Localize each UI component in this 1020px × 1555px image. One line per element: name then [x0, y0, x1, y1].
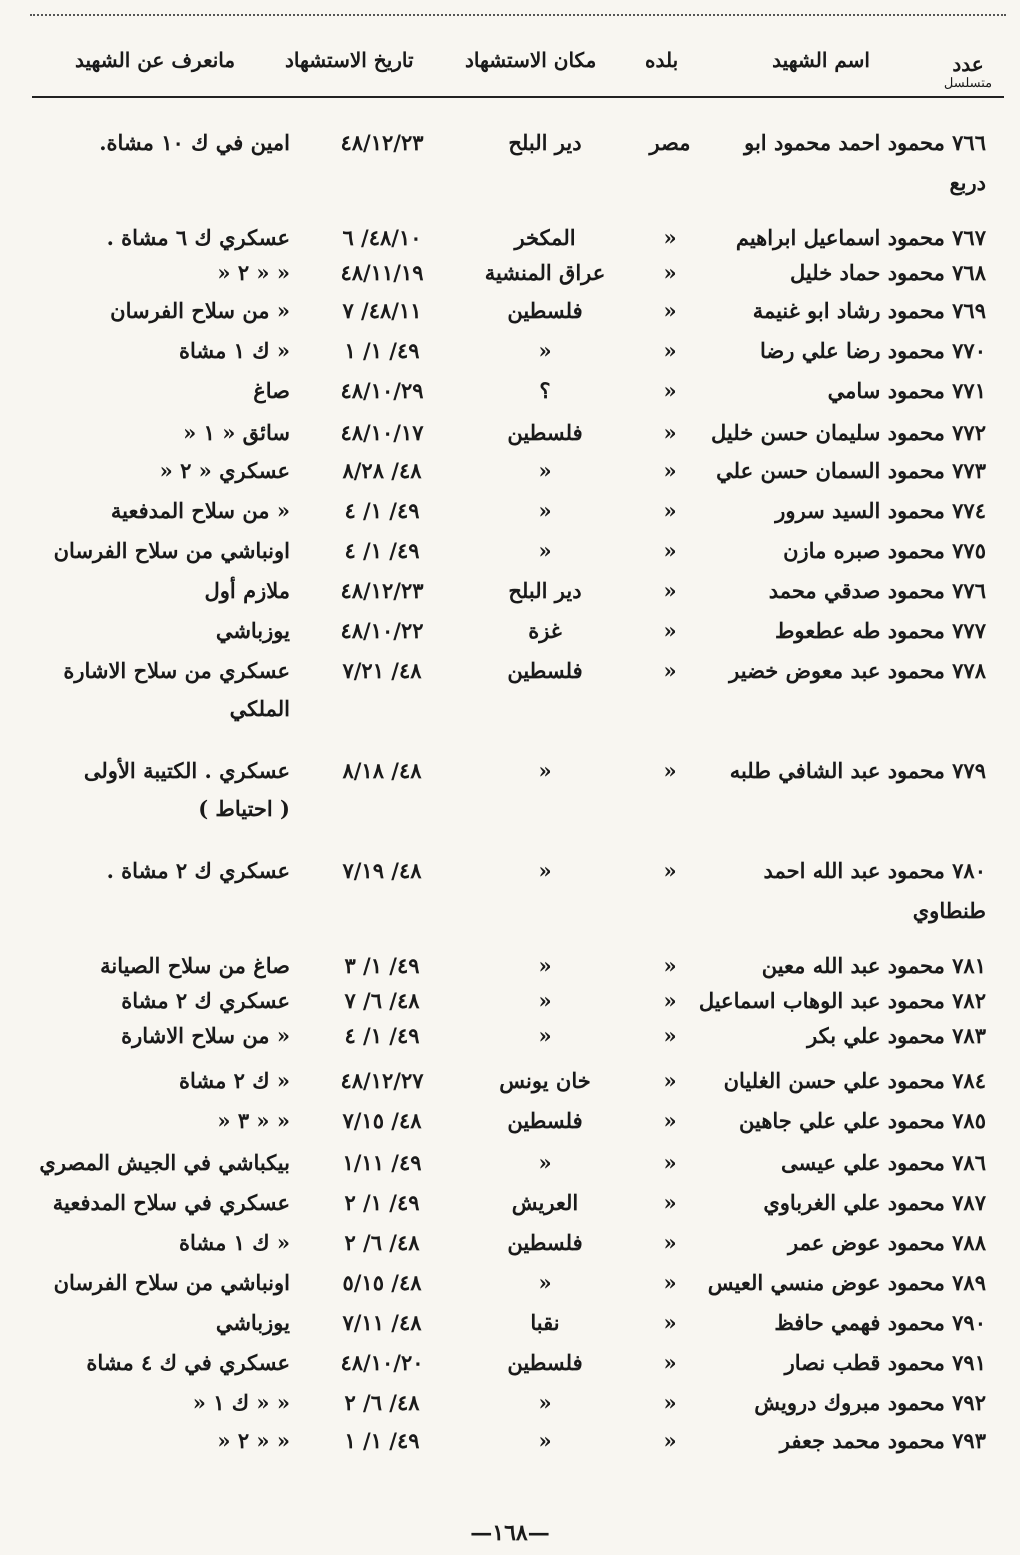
martyr-nationality: «	[663, 1150, 677, 1175]
martyr-date: ٤٨/ ٧/١٩	[342, 858, 422, 883]
martyr-name: ٧٧٨ محمود عبد معوض خضير	[729, 658, 986, 683]
martyr-name: ٧٨٨ محمود عوض عمر	[788, 1230, 986, 1255]
martyr-date: ٤٨/ ٦/ ٢	[344, 1230, 420, 1255]
martyr-date: ٤٨/ ٧/٢١	[342, 658, 422, 683]
martyr-note: عسكري في ك ٤ مشاة	[86, 1350, 290, 1375]
martyr-note-continued: الملكي	[229, 696, 290, 721]
martyr-name-continued: دربع	[949, 170, 986, 195]
martyr-nationality: «	[663, 1310, 677, 1335]
martyr-date: ٤٩/ ١/ ١	[344, 338, 420, 363]
martyr-nationality: «	[663, 498, 677, 523]
martyr-name: ٧٦٨ محمود حماد خليل	[790, 260, 986, 285]
martyr-place: دير البلح	[508, 130, 582, 155]
martyr-nationality: «	[663, 953, 677, 978]
martyr-note: عسكري . الكتيبة الأولى	[83, 758, 290, 783]
martyr-name: ٧٦٧ محمود اسماعيل ابراهيم	[735, 225, 986, 250]
martyr-date: ٤٨/ ٥/١٥	[342, 1270, 422, 1295]
martyr-nationality: «	[663, 1350, 677, 1375]
martyr-note: « ك ١ مشاة	[178, 338, 290, 363]
martyr-nationality: «	[663, 1068, 677, 1093]
martyr-nationality: «	[663, 538, 677, 563]
martyr-place: «	[538, 758, 552, 783]
martyr-nationality: مصر	[649, 130, 691, 155]
martyr-nationality: «	[663, 1428, 677, 1453]
martyr-date: ٤٩/ ١/١١	[342, 1150, 422, 1175]
martyr-date: ٤٨/ ٦/ ٢	[344, 1390, 420, 1415]
martyr-place: «	[538, 1390, 552, 1415]
martyr-nationality: «	[663, 1108, 677, 1133]
martyr-nationality: «	[663, 578, 677, 603]
martyr-name: ٧٧٢ محمود سليمان حسن خليل	[711, 420, 986, 445]
martyr-place: «	[538, 338, 552, 363]
martyr-note: اونباشي من سلاح الفرسان	[53, 538, 290, 563]
martyr-note: عسكري ك ٦ مشاة .	[106, 225, 290, 250]
martyr-place: المكخر	[514, 225, 576, 250]
martyr-date: ٤٩/ ١/ ٣	[344, 953, 420, 978]
martyr-place: العريش	[511, 1190, 579, 1215]
martyr-place: فلسطين	[507, 658, 583, 683]
header-number-label: عدد	[952, 52, 984, 76]
martyr-name-continued: طنطاوي	[912, 898, 986, 923]
martyr-nationality: «	[663, 225, 677, 250]
martyr-name: ٧٧٤ محمود السيد سرور	[775, 498, 986, 523]
martyr-note: اونباشي من سلاح الفرسان	[53, 1270, 290, 1295]
martyr-date: ٤٨/ ٨/١٨	[342, 758, 422, 783]
martyr-place: «	[538, 953, 552, 978]
martyr-name: ٧٦٦ محمود احمد محمود ابو	[744, 130, 986, 155]
martyr-date: ٤٩/ ١/ ٤	[344, 1023, 420, 1048]
martyr-note: عسكري في سلاح المدفعية	[52, 1190, 290, 1215]
martyr-name: ٧٨٣ محمود علي بكر	[807, 1023, 986, 1048]
martyr-place: فلسطين	[507, 1108, 583, 1133]
martyr-nationality: «	[663, 658, 677, 683]
martyr-date: ٤٨/١٠/ ٦	[342, 225, 422, 250]
martyr-name: ٧٨٧ محمود علي الغرباوي	[763, 1190, 986, 1215]
martyr-note: صاغ من سلاح الصيانة	[100, 953, 290, 978]
martyr-place: «	[538, 1270, 552, 1295]
martyr-nationality: «	[663, 758, 677, 783]
martyr-nationality: «	[663, 858, 677, 883]
martyr-note: سائق « ١ «	[183, 420, 290, 445]
martyr-date: ٤٩/ ١/ ٤	[344, 498, 420, 523]
martyr-date: ٤٨/١٠/٢٠	[340, 1350, 424, 1375]
martyr-date: ٤٨/١٠/٢٢	[340, 618, 424, 643]
martyr-place: «	[538, 538, 552, 563]
martyr-date: ٤٨/ ٧/١١	[342, 1310, 422, 1335]
martyr-name: ٧٨٥ محمود علي علي جاهين	[739, 1108, 986, 1133]
martyr-place: فلسطين	[507, 1350, 583, 1375]
martyr-note: عسكري « ٢ «	[159, 458, 290, 483]
martyr-note-continued: ( احتياط )	[198, 796, 290, 821]
header-name: اسم الشهيد	[772, 48, 870, 72]
martyr-date: ٤٨/١٢/٢٣	[340, 578, 424, 603]
martyr-nationality: «	[663, 298, 677, 323]
martyr-name: ٧٧١ محمود سامي	[827, 378, 986, 403]
martyr-date: ٤٩/ ١/ ٤	[344, 538, 420, 563]
top-dotted-rule	[30, 14, 1006, 16]
martyr-name: ٧٨٢ محمود عبد الوهاب اسماعيل	[698, 988, 986, 1013]
martyr-name: ٧٧٩ محمود عبد الشافي طلبه	[729, 758, 986, 783]
martyr-nationality: «	[663, 458, 677, 483]
martyr-nationality: «	[663, 618, 677, 643]
martyr-note: عسكري ك ٢ مشاة	[121, 988, 290, 1013]
martyr-place: «	[538, 1150, 552, 1175]
martyr-place: ؟	[539, 378, 551, 403]
martyr-place: «	[538, 1428, 552, 1453]
martyr-name: ٧٨٠ محمود عبد الله احمد	[763, 858, 986, 883]
martyr-name: ٧٦٩ محمود رشاد ابو غنيمة	[752, 298, 986, 323]
martyr-nationality: «	[663, 1230, 677, 1255]
martyr-name: ٧٩٣ محمود محمد جعفر	[779, 1428, 986, 1453]
martyr-note: يوزباشي	[215, 1310, 290, 1335]
martyr-name: ٧٨٩ محمود عوض منسي العيس	[707, 1270, 986, 1295]
martyr-name: ٧٨٦ محمود علي عيسى	[780, 1150, 986, 1175]
martyr-place: خان يونس	[499, 1068, 591, 1093]
martyr-nationality: «	[663, 420, 677, 445]
martyr-place: غزة	[528, 618, 562, 643]
martyr-note: عسكري ك ٢ مشاة .	[106, 858, 290, 883]
martyr-note: « « ٣ «	[217, 1108, 290, 1133]
martyr-place: دير البلح	[508, 578, 582, 603]
header-place: مكان الاستشهاد	[465, 48, 597, 72]
martyr-note: يوزباشي	[215, 618, 290, 643]
martyr-note: « من سلاح الاشارة	[121, 1023, 290, 1048]
martyr-place: فلسطين	[507, 298, 583, 323]
martyr-note: « من سلاح المدفعية	[110, 498, 290, 523]
martyr-nationality: «	[663, 1190, 677, 1215]
martyr-date: ٤٨/١٢/٢٧	[340, 1068, 424, 1093]
header-rule	[32, 96, 1004, 98]
header-notes: مانعرف عن الشهيد	[75, 48, 236, 72]
header-date: تاريخ الاستشهاد	[285, 48, 414, 72]
martyr-nationality: «	[663, 988, 677, 1013]
page-number: —١٦٨—	[470, 1520, 550, 1546]
martyr-name: ٧٩٢ محمود مبروك درويش	[754, 1390, 986, 1415]
martyr-date: ٤٩/ ١/ ٢	[344, 1190, 420, 1215]
martyr-place: فلسطين	[507, 420, 583, 445]
martyr-name: ٧٧٠ محمود رضا علي رضا	[760, 338, 986, 363]
martyr-date: ٤٩/ ١/ ١	[344, 1428, 420, 1453]
martyr-date: ٤٨/ ٨/٢٨	[342, 458, 422, 483]
martyr-note: صاغ	[253, 378, 290, 403]
martyr-name: ٧٧٦ محمود صدقي محمد	[768, 578, 986, 603]
martyr-date: ٤٨/١٢/٢٣	[340, 130, 424, 155]
martyr-note: امين في ك ١٠ مشاة.	[99, 130, 290, 155]
martyr-date: ٤٨/ ٦/ ٧	[344, 988, 420, 1013]
martyr-nationality: «	[663, 260, 677, 285]
martyr-date: ٤٨/١٠/١٧	[340, 420, 424, 445]
martyr-note: « « ٢ «	[217, 1428, 290, 1453]
martyr-place: «	[538, 988, 552, 1013]
martyr-name: ٧٨١ محمود عبد الله معين	[761, 953, 986, 978]
martyr-place: نقبا	[530, 1310, 560, 1335]
martyr-name: ٧٨٤ محمود علي حسن الغليان	[723, 1068, 986, 1093]
martyr-note: بيكباشي في الجيش المصري	[39, 1150, 290, 1175]
martyr-name: ٧٧٣ محمود السمان حسن علي	[716, 458, 986, 483]
header-nationality: بلده	[645, 48, 679, 72]
martyr-nationality: «	[663, 1023, 677, 1048]
martyr-date: ٤٨/١١/١٩	[340, 260, 424, 285]
martyr-place: عراق المنشية	[484, 260, 606, 285]
martyr-name: ٧٩١ محمود قطب نصار	[784, 1350, 986, 1375]
header-number	[938, 52, 998, 91]
martyr-name: ٧٩٠ محمود فهمي حافظ	[774, 1310, 986, 1335]
martyr-note: « ك ١ مشاة	[178, 1230, 290, 1255]
martyr-note: « ك ٢ مشاة	[178, 1068, 290, 1093]
header-number-sublabel: متسلسل	[943, 76, 993, 91]
martyr-place: «	[538, 858, 552, 883]
martyr-date: ٤٨/ ٧/١٥	[342, 1108, 422, 1133]
martyr-name: ٧٧٥ محمود صبره مازن	[783, 538, 986, 563]
martyr-place: «	[538, 458, 552, 483]
martyr-name: ٧٧٧ محمود طه عطعوط	[774, 618, 986, 643]
martyr-place: «	[538, 498, 552, 523]
martyr-date: ٤٨/١٠/٢٩	[340, 378, 424, 403]
martyr-nationality: «	[663, 1270, 677, 1295]
martyr-note: ملازم أول	[204, 578, 290, 603]
martyr-nationality: «	[663, 1390, 677, 1415]
martyr-note: « « ٢ «	[217, 260, 290, 285]
martyr-date: ٤٨/١١/ ٧	[342, 298, 422, 323]
martyr-nationality: «	[663, 378, 677, 403]
martyr-note: « من سلاح الفرسان	[110, 298, 290, 323]
martyr-place: فلسطين	[507, 1230, 583, 1255]
martyr-nationality: «	[663, 338, 677, 363]
martyr-note: « « ك ١ «	[192, 1390, 290, 1415]
martyr-place: «	[538, 1023, 552, 1048]
martyr-note: عسكري من سلاح الاشارة	[63, 658, 290, 683]
